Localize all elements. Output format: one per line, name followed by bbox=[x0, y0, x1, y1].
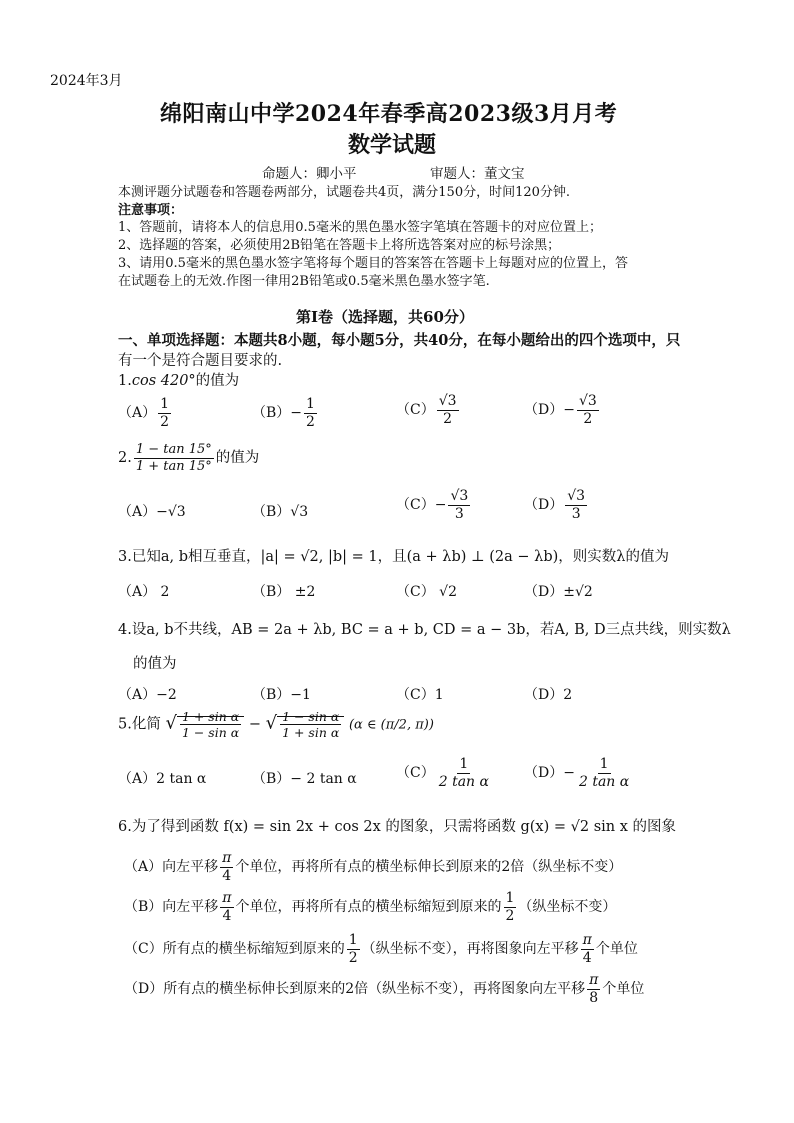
reviewer-label: 审题人：董文宝 bbox=[430, 166, 525, 182]
notice-2: 2、选择题的答案，必须使用2B铅笔在答题卡上将所选答案对应的标号涂黑； bbox=[118, 238, 561, 253]
notice-4: 在试题卷上的无效.作图一律用2B铅笔或0.5毫米黑色墨水签字笔. bbox=[118, 274, 490, 289]
setter-label: 命题人：卿小平 bbox=[262, 166, 357, 182]
q3-option-a: （A） 2 bbox=[118, 584, 170, 600]
q4-option-a: （A）−2 bbox=[118, 687, 177, 703]
q6-option-a: （A）向左平移 $\frac{\pi}{4}$ 个单位，再将所有点的横坐标伸长到原来的2倍（纵坐标不变） bbox=[124, 850, 623, 884]
section1-instructions-2: 有一个是符合题目要求的. bbox=[118, 353, 283, 369]
date-label: 2024年3月 bbox=[50, 73, 123, 89]
q3-option-d: （D）±√2 bbox=[524, 584, 593, 600]
notice-3: 3、请用0.5毫米的黑色墨水签字笔将每个题目的答案答在答题卡上每题对应的位置上，答 bbox=[118, 256, 628, 271]
notice-title: 注意事项： bbox=[118, 203, 184, 218]
question-1-stem: 1.cos 420°的值为 bbox=[118, 373, 240, 389]
q6-option-d: （D）所有点的横坐标伸长到原来的2倍（纵坐标不变），再将图象向左平移 $\frac{\pi}{8}$ 个单位 bbox=[124, 972, 645, 1006]
q1-option-c: （C） $\frac{√3}{2}$ bbox=[396, 393, 457, 427]
question-3-stem: 3.已知a, b相互垂直，|a| = √2, |b| = 1，且(a + λb) ⊥ (2a − λb)，则实数λ的值为 bbox=[118, 549, 669, 565]
q3-option-c: （C） √2 bbox=[396, 584, 457, 600]
q4-option-c: （C）1 bbox=[396, 687, 444, 703]
q2-option-a: （A）−√3 bbox=[118, 504, 186, 520]
exam-subtitle: 数学试题 bbox=[348, 132, 437, 158]
q1-option-b: （B）− $\frac{1}{2}$ bbox=[252, 396, 315, 430]
q3-option-b: （B） ±2 bbox=[252, 584, 316, 600]
exam-title: 绵阳南山中学2024年春季高2023级3月月考 bbox=[160, 101, 618, 127]
question-5-stem: 5.化简 √ $\frac{\text{1 + sin α}}{\text{1 − sin α}}$ − √ $\frac{\text{1 − sin α}}{\text{1 + sin α}}$ (α ∈ (π/2, π)) bbox=[118, 709, 434, 741]
q5-option-d: （D）− $\frac{1}{\text{2 tan α}}$ bbox=[524, 756, 630, 790]
question-2-stem: 2. $\frac{1 - \tan 15^\circ}{1 + \tan 15^\circ}$ 的值为 bbox=[118, 442, 260, 474]
q5-option-b: （B）− 2 tan α bbox=[252, 771, 357, 787]
q2-option-b: （B）√3 bbox=[252, 504, 309, 520]
q2-option-d: （D） $\frac{√3}{3}$ bbox=[524, 488, 586, 522]
q5-option-a: （A）2 tan α bbox=[118, 771, 207, 787]
question-4-stem-2: 的值为 bbox=[133, 656, 177, 672]
question-6-stem: 6.为了得到函数 f(x) = sin 2x + cos 2x 的图象，只需将函数 g(x) = √2 sin x 的图象 bbox=[118, 819, 677, 835]
q4-option-d: （D）2 bbox=[524, 687, 573, 703]
intro-text: 本测评题分试题卷和答题卷两部分，试题卷共4页，满分150分，时间120分钟. bbox=[118, 185, 571, 200]
notice-1: 1、答题前，请将本人的信息用0.5毫米的黑色墨水签字笔填在答题卡的对应位置上； bbox=[118, 220, 602, 235]
q4-option-b: （B）−1 bbox=[252, 687, 311, 703]
q6-option-b: （B）向左平移 $\frac{\pi}{4}$ 个单位，再将所有点的横坐标缩短到原来的 $\frac{1}{2}$ （纵坐标不变） bbox=[124, 890, 617, 924]
part1-title: 第Ⅰ卷（选择题，共60分） bbox=[296, 308, 474, 326]
q2-option-c: （C）− $\frac{√3}{3}$ bbox=[396, 488, 469, 522]
question-4-stem: 4.设a, b不共线，AB = 2a + λb, BC = a + b, CD = a − 3b，若A, B, D三点共线，则实数λ bbox=[118, 622, 731, 638]
q6-option-c: （C）所有点的横坐标缩短到原来的 $\frac{1}{2}$ （纵坐标不变），再将图象向左平移 $\frac{\pi}{4}$ 个单位 bbox=[124, 932, 638, 966]
q5-option-c: （C） $\frac{1}{\text{2 tan α}}$ bbox=[396, 756, 489, 790]
q1-option-d: （D）− $\frac{√3}{2}$ bbox=[524, 393, 597, 427]
q1-option-a: （A） $\frac{1}{2}$ bbox=[118, 396, 170, 430]
section1-instructions: 一、单项选择题：本题共8小题，每小题5分，共40分，在每小题给出的四个选项中，只 bbox=[118, 332, 681, 349]
